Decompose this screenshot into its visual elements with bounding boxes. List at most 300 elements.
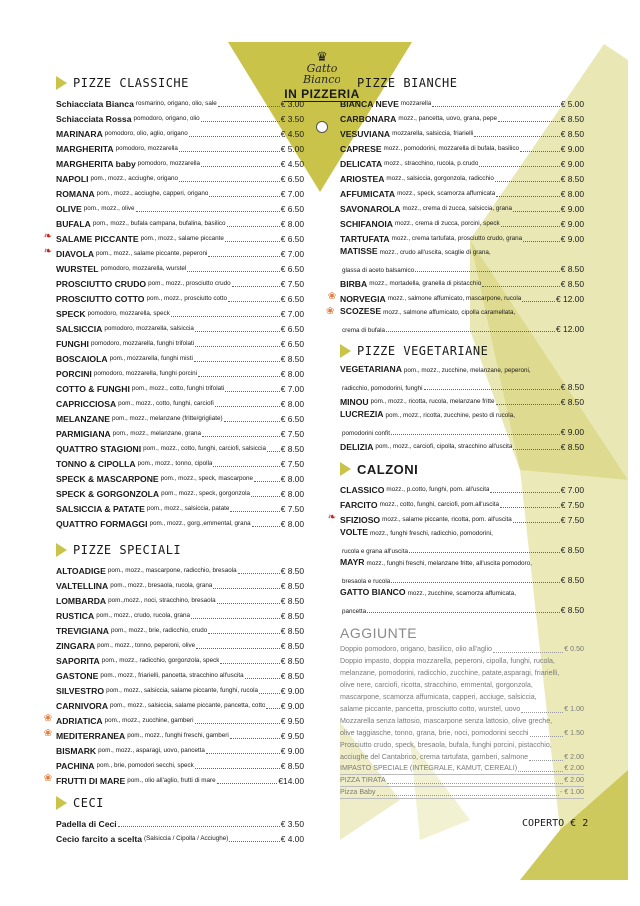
item-price: € 3.50 [280,819,304,829]
item-description: mozz., crudo all'uscita, scaglie di grana, [379,249,491,256]
aggiunta-price: € 2.00 [564,753,584,761]
item-name: SALSICCIA [56,324,103,334]
dot-leader [136,211,280,212]
item-name: NORVEGIA [340,294,386,304]
item-price: € 3.00 [280,99,304,109]
dot-leader [367,612,560,613]
item-name: ALTOADIGE [56,566,106,576]
item-line-2 [340,319,584,334]
item-name: FARCITO [340,500,378,510]
item-price: € 9.00 [560,427,584,437]
logo-brand: IN PIZZERIA [284,87,360,101]
item-description: pom., olio all'aglio, frutti di mare [127,777,216,784]
item-price: € 8.50 [560,264,584,274]
item-price: € 7.50 [280,279,304,289]
item-description: pom., mozz., melanzane, grana [112,430,201,437]
item-price: € 7.50 [280,504,304,514]
item-name: SCOZESE [340,306,382,316]
aggiunta-price: € 2.00 [564,764,584,772]
item-price: € 9.00 [280,701,304,711]
item-description: mozz., p.cotto, funghi, pom. all'uscita [386,486,490,493]
item-price: € 12.00 [556,294,584,304]
item-name: VOLTE [340,527,369,537]
item-name: VESUVIANA [340,129,391,139]
dot-leader [520,151,560,152]
aggiunta-price: € 2.00 [564,776,584,784]
shrimp-icon: ❀ [327,291,337,302]
item-description: pom., mozz., cotto, funghi trifolati [131,385,225,392]
item-description: pom.,mozz., noci, stracchino, bresaola [108,597,216,604]
item-price: € 8.50 [280,581,304,591]
menu-item [56,394,304,409]
dot-leader [530,736,564,737]
menu-item [340,555,584,585]
dot-leader [245,678,280,679]
dot-leader [194,361,280,362]
item-description: mozz., crema di zucca, porcini, speck [395,220,500,227]
dot-leader [230,738,280,739]
item-line-1 [340,585,584,600]
item-price: € 6.50 [280,339,304,349]
item-description: pomodoro, mozzarella, funghi porcini [93,370,198,377]
item-line-2 [340,259,584,274]
dot-leader [224,421,280,422]
right-column [326,74,584,799]
menu-item [56,741,304,756]
item-price: € 7.50 [560,515,584,525]
menu-item [56,696,304,711]
menu-item [340,437,584,452]
item-description: pom., mozz., crudo, rucola, grana [96,612,190,619]
item-price: € 7.50 [560,500,584,510]
list-aggiunte [340,643,584,799]
aggiunta-text: PIZZA TIRATA [340,776,386,784]
item-name: DELICATA [340,159,383,169]
item-name: Schiacciata Rossa [56,114,132,124]
dot-leader [206,753,280,754]
item-name: QUATTRO FORMAGGI [56,519,148,529]
dot-leader [474,136,559,137]
dot-leader [377,795,559,796]
dot-leader [254,481,280,482]
item-description: pom., mozz., carciofi, cipolla, stracchino all'uscita [375,443,513,450]
item-description: pom., mozz., friarielli, pancetta, stracchino all'uscita [100,672,244,679]
item-line-1 [340,244,584,259]
dot-leader [213,466,279,467]
logo-script-1: Gatto [306,62,338,75]
dot-leader [482,286,559,287]
item-price: € 6.50 [280,204,304,214]
item-name: SPECK [56,309,86,319]
list-classiche [43,94,304,529]
section-title-vegetariane: PIZZE VEGETARIANE [340,342,584,360]
aggiunta-price: € 1.50 [564,729,584,737]
dot-leader [217,783,278,784]
item-description: pom., mozz., salsiccia, salame piccante, pancetta, cotto [110,702,266,709]
menu-item [56,576,304,591]
menu-item [340,94,584,109]
item-price: € 8.50 [560,442,584,452]
list-ceci [56,814,304,844]
item-line-2 [340,540,584,555]
dot-leader [171,316,280,317]
aggiunta-price: € 1.00 [564,705,584,713]
item-name: LUCREZIA [340,409,384,419]
aggiunta-line [340,691,584,703]
dot-leader [529,760,563,761]
aggiunta-text: acciughe del Cantabrico, crema tartufata, gamberi, salmone [340,753,529,761]
item-price: € 8.00 [280,369,304,379]
item-description: mozz., pancetta, uovo, grana, pepe [398,115,498,122]
item-price: € 8.00 [280,399,304,409]
item-price: € 3.50 [280,114,304,124]
menu-item [340,274,584,289]
item-description: pom., mozz., bresaola, rucola, grana [110,582,213,589]
dot-leader [500,507,560,508]
item-description: (Salsiccia / Cipolla / Acciughe) [143,835,229,842]
dot-leader [391,434,560,435]
item-name: WURSTEL [56,264,99,274]
item-name: PROSCIUTTO COTTO [56,294,145,304]
dot-leader [267,451,280,452]
dot-leader [266,708,279,709]
aggiunta-line [340,703,584,715]
menu-item [56,409,304,424]
item-description: pom., mozz., funghi freschi, gamberi [127,732,229,739]
item-name: DIAVOLA [56,249,95,259]
item-description: mozz., cotto, funghi, carciofi, pom.all'uscita [379,501,500,508]
item-description: mozz., stracchino, rucola, p.crudo [384,160,479,167]
item-price: € 8.50 [280,641,304,651]
menu-item [56,304,304,319]
item-price: € 7.00 [280,249,304,259]
item-description: pom., mozz., acciughe, origano [90,175,178,182]
menu-item [56,139,304,154]
item-name: CLASSICO [340,485,385,495]
item-name: SPECK & MASCARPONE [56,474,159,484]
item-price: € 9.50 [280,716,304,726]
item-name: DELIZIA [340,442,374,452]
aggiunta-line [340,739,584,751]
triangle-icon [340,462,351,476]
dot-leader [490,492,559,493]
item-name: SALAME PICCANTE [56,234,139,244]
list-speciali [43,561,304,786]
item-name: TONNO & CIPOLLA [56,459,136,469]
item-description: pom., mozz., zucchine, melanzane, peperoni, [403,367,531,374]
item-price: € 4.00 [280,834,304,844]
menu-item [56,469,304,484]
shrimp-icon: ❀ [43,773,53,784]
chili-pepper-icon: ❧ [43,231,53,242]
item-description: pom., mozz., ricotta, zucchine, pesto di rucola, [385,412,515,419]
item-name: MATISSE [340,246,378,256]
item-description: pom., mozz., tonno, cipolla [137,460,213,467]
chef-hat-icon: ♛ [316,49,328,64]
menu-item [56,94,304,109]
menu-item [43,229,304,244]
item-name: FRUTTI DI MARE [56,776,126,786]
dot-leader [217,603,280,604]
menu-item [56,439,304,454]
dot-leader [391,582,559,583]
item-description: pom., mozz., olive [83,205,135,212]
dot-leader [496,404,560,405]
menu-item [56,636,304,651]
dot-leader [195,723,280,724]
item-name: QUATTRO STAGIONI [56,444,142,454]
item-price: € 7.00 [280,384,304,394]
item-name: CARBONARA [340,114,397,124]
shrimp-icon: ❀ [326,306,335,317]
item-price: € 8.50 [280,611,304,621]
item-description: pom., mozz., mascarpone, radicchio, bresaola [107,567,237,574]
item-name: BIANCA NEVE [340,99,399,109]
item-description: mozz., salame piccante, ricotta, pom. all'uscita [382,516,512,523]
item-description: mozz., salmone affumicato, cipolla caramellata, [383,309,516,316]
item-price: € 9.00 [560,234,584,244]
menu-item [56,499,304,514]
item-description: pom., mozz., salsiccia, patate [146,505,230,512]
item-name: BOSCAIOLA [56,354,108,364]
menu-item [56,349,304,364]
item-description: pom., mozz., cotto, funghi, carciofi, salsiccia [143,445,266,452]
item-description-2: radicchio, pomodorini, funghi [342,385,423,392]
item-description: pom., mozz., gorg.,emmental, grana [149,520,251,527]
menu-item [43,711,304,726]
item-line-1 [340,304,584,319]
dot-leader [208,633,279,634]
dot-leader [495,181,560,182]
menu-item [56,334,304,349]
dot-leader [513,449,559,450]
item-name: RUSTICA [56,611,95,621]
aggiunta-price: - € 1.00 [559,788,584,796]
item-line-1 [340,407,584,422]
item-description: mozzarella [400,100,432,107]
dot-leader [215,406,280,407]
item-price: € 7.00 [560,485,584,495]
item-price: € 5.00 [280,144,304,154]
item-name: NAPOLI [56,174,89,184]
item-description: pomodoro, origano, olio [133,115,200,122]
menu-item [56,199,304,214]
dot-leader [208,256,279,257]
item-name: MARINARA [56,129,103,139]
item-description: mozz., funghi freschi, melanzane fritte, all'uscita pomodoro, [366,560,532,567]
dot-leader [523,241,560,242]
item-price: € 8.50 [280,354,304,364]
item-description: mozz., crema di zucca, salsiccia, grana [402,205,513,212]
triangle-icon [56,796,67,810]
item-price: € 8.50 [280,671,304,681]
item-price: € 6.50 [280,294,304,304]
item-description: pom., mozz., asparagi, uovo, pancetta [98,747,205,754]
item-price: € 9.50 [280,731,304,741]
item-name: MAYR [340,557,365,567]
item-price: € 8.50 [280,656,304,666]
item-description: mozz., zucchine, scamorza affumicata, [407,590,516,597]
item-description: pomodoro, mozzarella, speck [87,310,170,317]
item-price: € 4.50 [280,159,304,169]
item-name: FUNGHI [56,339,89,349]
dot-leader [498,121,560,122]
chili-pepper-icon: ❧ [43,246,53,257]
item-price: € 8.50 [280,444,304,454]
item-name: SFIZIOSO [340,515,381,525]
dot-leader [201,166,280,167]
item-price: € 6.50 [280,324,304,334]
item-name: Cecio farcito a scelta [56,834,142,844]
aggiunta-line [340,643,584,655]
item-name: CARNIVORA [56,701,109,711]
aggiunta-line [340,655,584,667]
chili-pepper-icon: ❧ [327,512,337,523]
item-line-1 [340,555,584,570]
dot-leader [201,121,280,122]
section-title-classiche: PIZZE CLASSICHE [56,74,304,92]
coperto-label: COPERTO € 2 [522,818,589,829]
item-description: pomodoro, mozzarella, wurstel [100,265,187,272]
item-name: TARTUFATA [340,234,390,244]
section-title-calzoni: CALZONI [340,460,584,478]
item-price: € 8.50 [560,174,584,184]
item-description: pomodoro, mozzarella, salsiccia [104,325,194,332]
menu-item [340,154,584,169]
menu-item [56,319,304,334]
aggiunta-text: Doppio impasto, doppia mozzarella, peperoni, cipolla, funghi, rucola, [340,657,555,665]
menu-item [43,244,304,259]
dot-leader [424,389,560,390]
item-description-2: glassa di aceto balsamico [342,267,415,274]
item-description-2: pancetta [342,608,367,615]
item-price: € 9.00 [560,144,584,154]
menu-item [340,495,584,510]
dot-leader [187,271,279,272]
aggiunta-text: olive nere, carciofi, ricotta, stracchino, emmental, gorgonzola, [340,681,533,689]
item-price: € 8.50 [560,575,584,585]
item-price: € 9.00 [560,219,584,229]
dot-leader [387,783,564,784]
dot-leader [522,301,555,302]
item-price: € 8.50 [560,279,584,289]
menu-item [56,756,304,771]
item-price: € 8.00 [280,489,304,499]
dot-leader [251,496,280,497]
dot-leader [179,151,280,152]
dot-leader [228,301,280,302]
item-price: € 6.50 [280,234,304,244]
item-price: € 9.00 [560,204,584,214]
aggiunta-text: salame piccante, pancetta, prosciutto cotto, wurstel, uovo [340,705,521,713]
item-name: SILVESTRO [56,686,105,696]
item-description: rosmarino, origano, olio, sale [135,100,217,107]
menu-item [56,606,304,621]
item-name: MINOU [340,397,369,407]
item-description: pom., mozz., brie, radicchio, crudo [111,627,208,634]
item-price: € 8.00 [280,219,304,229]
menu-item [56,184,304,199]
section-title-bianche: PIZZE BIANCHE [340,74,584,92]
menu-item [56,829,304,844]
menu-item [340,169,584,184]
item-price: €14.00 [278,776,304,786]
item-line-2 [340,422,584,437]
item-description: mozz., pomodorini, mozzarella di bufala, basilico [383,145,519,152]
item-description: pom., mozz., zucchine, gamberi [104,717,194,724]
item-name: OLIVE [56,204,82,214]
aggiunta-line [340,727,584,739]
dot-leader [496,196,559,197]
aggiunte-title: AGGIUNTE [340,625,418,641]
aggiunta-line [340,775,584,787]
item-price: € 9.00 [560,159,584,169]
dot-leader [213,588,279,589]
menu-item [43,726,304,741]
item-line-1 [340,525,584,540]
item-description: pom., mozz., speck, mascarpone [160,475,254,482]
menu-item [327,510,584,525]
item-description: mozz., salmone affumicato, mascarpone, rucola [387,295,522,302]
list-calzoni [327,480,584,615]
menu-item [56,561,304,576]
menu-item [340,362,584,392]
item-name: CAPRICCIOSA [56,399,117,409]
item-description: pom., mozz., salsiccia, salame piccante, funghi, rucola [106,687,258,694]
item-name: MARGHERITA baby [56,159,136,169]
item-price: € 7.50 [280,459,304,469]
item-description: pom., mozz., salame piccante, peperoni [96,250,208,257]
list-bianche-wide [326,244,584,334]
item-name: ARIOSTEA [340,174,385,184]
dot-leader [227,226,280,227]
item-description: mozz., salsiccia, gorgonzola, radicchio [386,175,494,182]
section-title-ceci: CECI [56,794,304,812]
menu-item [56,169,304,184]
dot-leader [202,436,280,437]
item-name: LOMBARDA [56,596,107,606]
dot-leader [501,226,560,227]
item-price: € 7.00 [280,189,304,199]
item-price: € 9.00 [280,746,304,756]
section-title-speciali: PIZZE SPECIALI [56,541,304,559]
dot-leader [191,618,280,619]
dot-leader [432,106,559,107]
item-price: € 8.00 [280,474,304,484]
dot-leader [513,522,560,523]
item-description-2: pomodorini confit [342,430,390,437]
dot-leader [195,346,280,347]
menu-item [340,199,584,214]
menu-item [56,274,304,289]
menu-item [340,214,584,229]
dot-leader [229,841,279,842]
dot-leader [513,211,560,212]
aggiunta-text: Pizza Baby [340,788,376,796]
item-price: € 4.50 [280,129,304,139]
dot-leader [415,271,560,272]
dot-leader [179,181,280,182]
item-name: SALSICCIA & PATATE [56,504,145,514]
item-price: € 8.50 [560,545,584,555]
menu-item [56,621,304,636]
item-price: € 5.00 [560,99,584,109]
menu-item [340,480,584,495]
item-name: ROMANA [56,189,95,199]
item-price: € 9.00 [280,686,304,696]
menu-item [326,304,584,334]
item-price: € 7.50 [280,429,304,439]
